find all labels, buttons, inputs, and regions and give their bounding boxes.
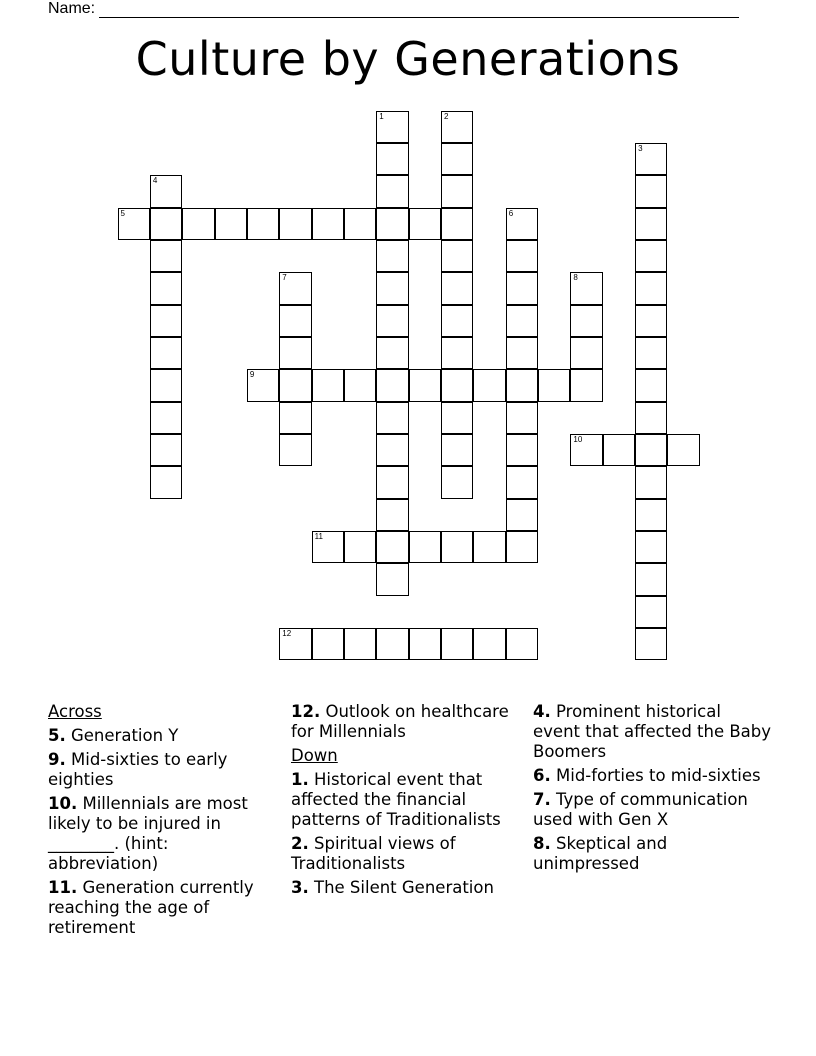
clue-number: 6 [508, 208, 514, 218]
clue-number: 2 [444, 111, 449, 121]
clue-number: 9 [249, 370, 255, 380]
grid-cell[interactable] [247, 369, 279, 401]
grid-cell[interactable] [506, 369, 538, 401]
grid-cell[interactable] [312, 208, 344, 240]
clue-number: 12 [282, 629, 292, 639]
clue-down-4: 4. Prominent historical event that affected the Baby Boomers [533, 702, 772, 761]
grid-cell[interactable] [441, 208, 473, 240]
grid-cell[interactable] [506, 240, 538, 272]
grid-cell[interactable] [150, 402, 182, 434]
grid-cell[interactable] [473, 369, 505, 401]
grid-cell[interactable] [441, 240, 473, 272]
grid-cell[interactable] [279, 402, 311, 434]
grid-cell[interactable] [441, 531, 473, 563]
grid-cell[interactable] [441, 272, 473, 304]
grid-cell[interactable] [376, 240, 408, 272]
grid-cell[interactable] [376, 628, 408, 660]
clue-number: 8 [573, 273, 578, 283]
clue-number: 5 [120, 208, 125, 218]
grid-cell[interactable] [441, 402, 473, 434]
grid-cell[interactable] [409, 369, 441, 401]
grid-cell[interactable] [635, 272, 667, 304]
grid-cell[interactable] [409, 628, 441, 660]
clue-across-9: 9. Mid-sixties to early eighties [48, 750, 228, 789]
grid-cell[interactable] [344, 369, 376, 401]
grid-cell[interactable] [538, 369, 570, 401]
grid-cell[interactable] [247, 208, 279, 240]
grid-cell[interactable] [376, 499, 408, 531]
grid-cell[interactable] [506, 305, 538, 337]
grid-cell[interactable] [376, 111, 408, 143]
clue-number: 4 [152, 176, 158, 186]
grid-cell[interactable] [635, 499, 667, 531]
grid-cell[interactable] [376, 563, 408, 595]
grid-cell[interactable] [376, 531, 408, 563]
grid-cell[interactable] [376, 272, 408, 304]
down-heading: Down [291, 746, 338, 765]
clue-number: 7 [282, 273, 287, 283]
grid-cell[interactable] [635, 628, 667, 660]
grid-cell[interactable] [506, 402, 538, 434]
grid-cell[interactable] [279, 305, 311, 337]
clue-down-2: 2. Spiritual views of Traditionalists [291, 834, 456, 873]
grid-cell[interactable] [376, 402, 408, 434]
grid-cell[interactable] [376, 337, 408, 369]
clues-column-3 [533, 702, 773, 878]
clue-number: 11 [314, 532, 323, 542]
grid-cell[interactable] [506, 434, 538, 466]
across-heading: Across [48, 702, 102, 721]
grid-cell[interactable] [150, 305, 182, 337]
grid-cell[interactable] [312, 531, 344, 563]
grid-cell[interactable] [506, 337, 538, 369]
grid-cell[interactable] [344, 208, 376, 240]
grid-cell[interactable] [376, 305, 408, 337]
grid-cell[interactable] [150, 369, 182, 401]
grid-cell[interactable] [441, 434, 473, 466]
grid-cell[interactable] [279, 337, 311, 369]
clue-across-11: 11. Generation currently reaching the age of retirement [48, 878, 254, 937]
grid-cell[interactable] [441, 175, 473, 207]
grid-cell[interactable] [118, 208, 150, 240]
grid-cell[interactable] [150, 434, 182, 466]
grid-cell[interactable] [409, 531, 441, 563]
clue-down-8: 8. Skeptical and unimpressed [533, 834, 668, 873]
grid-cell[interactable] [376, 175, 408, 207]
clue-across-12: 12. Outlook on healthcare for Millennials [291, 702, 509, 741]
grid-cell[interactable] [635, 596, 667, 628]
grid-cell[interactable] [344, 531, 376, 563]
grid-cell[interactable] [409, 208, 441, 240]
grid-cell[interactable] [635, 305, 667, 337]
grid-cell[interactable] [473, 628, 505, 660]
grid-cell[interactable] [635, 240, 667, 272]
grid-cell[interactable] [506, 208, 538, 240]
grid-cell[interactable] [570, 434, 602, 466]
grid-cell[interactable] [441, 466, 473, 498]
grid-cell[interactable] [506, 272, 538, 304]
grid-cell[interactable] [376, 208, 408, 240]
grid-cell[interactable] [635, 531, 667, 563]
grid-cell[interactable] [473, 531, 505, 563]
grid-cell[interactable] [150, 175, 182, 207]
grid-cell[interactable] [441, 369, 473, 401]
grid-cell[interactable] [150, 337, 182, 369]
grid-cell[interactable] [570, 337, 602, 369]
grid-cell[interactable] [506, 499, 538, 531]
grid-cell[interactable] [635, 369, 667, 401]
name-label: Name: [48, 0, 96, 17]
grid-cell[interactable] [441, 628, 473, 660]
grid-cell[interactable] [506, 531, 538, 563]
grid-cell[interactable] [635, 563, 667, 595]
grid-cell[interactable] [635, 434, 667, 466]
grid-cell[interactable] [635, 466, 667, 498]
grid-cell[interactable] [376, 434, 408, 466]
grid-cell[interactable] [441, 111, 473, 143]
grid-cell[interactable] [570, 369, 602, 401]
grid-cell[interactable] [603, 434, 635, 466]
grid-cell[interactable] [667, 434, 699, 466]
grid-cell[interactable] [441, 143, 473, 175]
grid-cell[interactable] [570, 272, 602, 304]
grid-cell[interactable] [570, 305, 602, 337]
grid-cell[interactable] [441, 337, 473, 369]
grid-cell[interactable] [312, 628, 344, 660]
grid-cell[interactable] [376, 369, 408, 401]
clue-down-7: 7. Type of communication used with Gen X [533, 790, 748, 829]
grid-cell[interactable] [506, 466, 538, 498]
grid-cell[interactable] [150, 272, 182, 304]
grid-cell[interactable] [279, 369, 311, 401]
clue-down-6: 6. Mid-forties to mid-sixties [533, 766, 761, 785]
clues-column-2 [291, 702, 527, 902]
clue-down-1: 1. Historical event that affected the financial patterns of Traditionalists [291, 770, 501, 829]
grid-cell[interactable] [279, 272, 311, 304]
grid-cell[interactable] [635, 208, 667, 240]
grid-cell[interactable] [635, 143, 667, 175]
clues-column-1 [48, 702, 280, 942]
clue-down-3: 3. The Silent Generation [291, 878, 494, 897]
grid-cell[interactable] [279, 434, 311, 466]
clue-number: 10 [573, 435, 583, 444]
grid-cell[interactable] [376, 143, 408, 175]
grid-cell[interactable] [150, 466, 182, 498]
page-title: Culture by Generations [135, 32, 681, 86]
grid-cell[interactable] [506, 628, 538, 660]
grid-cell[interactable] [376, 466, 408, 498]
grid-cell[interactable] [441, 305, 473, 337]
clue-across-10: 10. Millennials are most likely to be injured in ________. (hint: abbreviation) [48, 794, 248, 873]
grid-cell[interactable] [182, 208, 214, 240]
grid-cell[interactable] [312, 369, 344, 401]
clue-number: 3 [638, 143, 643, 153]
clue-across-5: 5. Generation Y [48, 726, 179, 745]
clue-number: 1 [379, 111, 384, 121]
grid-cell[interactable] [635, 175, 667, 207]
grid-cell[interactable] [215, 208, 247, 240]
grid-cell[interactable] [635, 337, 667, 369]
grid-cell[interactable] [344, 628, 376, 660]
grid-cell[interactable] [279, 208, 311, 240]
grid-cell[interactable] [279, 628, 311, 660]
grid-cell[interactable] [150, 208, 182, 240]
grid-cell[interactable] [635, 402, 667, 434]
grid-cell[interactable] [150, 240, 182, 272]
